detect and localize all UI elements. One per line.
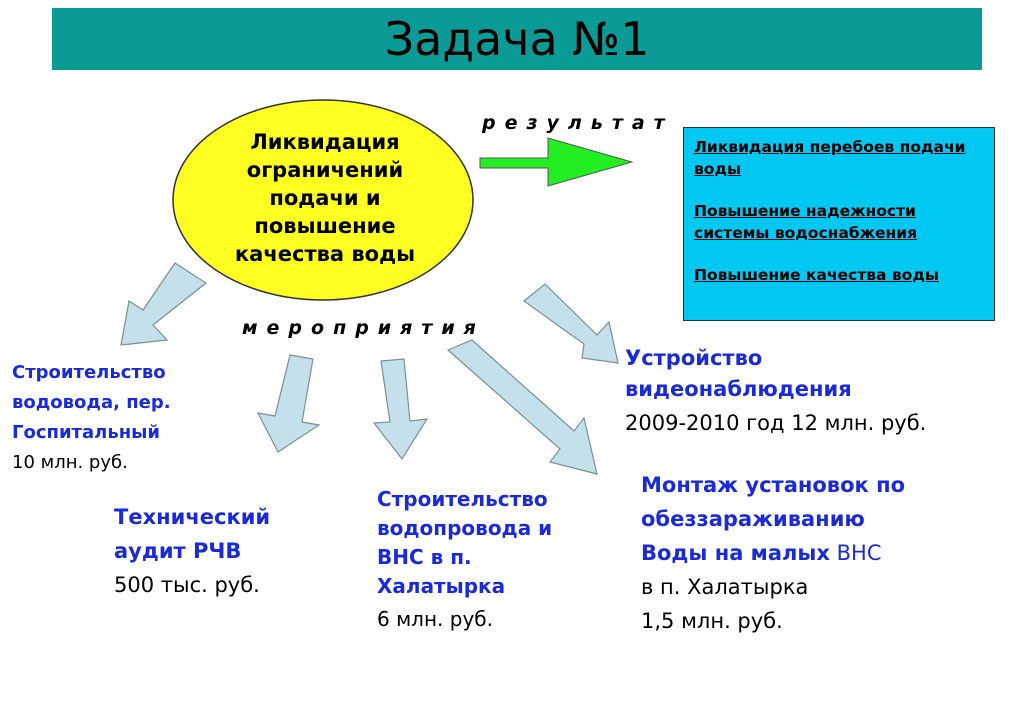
results-box	[683, 127, 995, 321]
arrow-to-audit	[258, 355, 319, 452]
goal-line: качества воды	[234, 242, 416, 266]
measure-heading: Монтаж установок по	[641, 473, 906, 497]
measure-heading: Строительство	[377, 487, 548, 511]
result-arrow	[480, 138, 632, 186]
measures-label: мероприятия	[242, 317, 485, 339]
measure-heading-plain: ВНС	[829, 541, 882, 565]
measure-cost: 1,5 млн. руб.	[641, 609, 783, 633]
goal-line: повышение	[254, 214, 396, 238]
measure-water-line	[12, 358, 171, 478]
arrow-to-pipeline	[374, 359, 427, 459]
result-label: результат	[482, 112, 674, 134]
measure-heading: Воды на малых	[641, 541, 830, 565]
result-item: Повышение надежности системы водоснабжения	[694, 202, 918, 242]
measure-heading: Устройство	[625, 346, 763, 370]
measure-video	[625, 343, 926, 439]
measure-pipeline	[377, 485, 552, 634]
measure-heading: обеззараживанию	[641, 507, 865, 531]
measure-cost: 6 млн. руб.	[377, 607, 493, 631]
arrow-to-video	[524, 284, 618, 363]
goal-text	[205, 128, 445, 268]
goal-line: подачи и	[269, 186, 381, 210]
measure-heading: Халатырка	[377, 574, 506, 598]
measure-heading: Госпитальный	[12, 422, 161, 443]
measure-heading: водопровода и	[377, 516, 553, 540]
measure-cost: 2009-2010 год 12 млн. руб.	[625, 411, 927, 435]
measure-heading: водовода, пер.	[12, 392, 171, 413]
result-item: Ликвидация перебоев подачи воды	[694, 138, 966, 178]
page-title: Задача №1	[384, 12, 650, 66]
measure-heading: Строительство	[12, 362, 166, 383]
measure-heading: Технический	[114, 505, 271, 529]
measure-heading: ВНС в п.	[377, 545, 472, 569]
arrow-to-water-line	[121, 263, 206, 345]
arrow-to-disinfection	[448, 340, 597, 474]
goal-line: Ликвидация	[250, 130, 400, 154]
measure-heading: видеонаблюдения	[625, 377, 852, 401]
measure-cost: 10 млн. руб.	[12, 452, 128, 473]
measure-cost: 500 тыс. руб.	[114, 573, 260, 597]
measure-disinfection	[641, 468, 905, 638]
result-item: Повышение качества воды	[694, 266, 939, 284]
measure-location: в п. Халатырка	[641, 575, 809, 599]
measure-audit	[114, 500, 270, 602]
measure-heading: аудит РЧВ	[114, 539, 242, 563]
goal-line: ограничений	[246, 158, 404, 182]
